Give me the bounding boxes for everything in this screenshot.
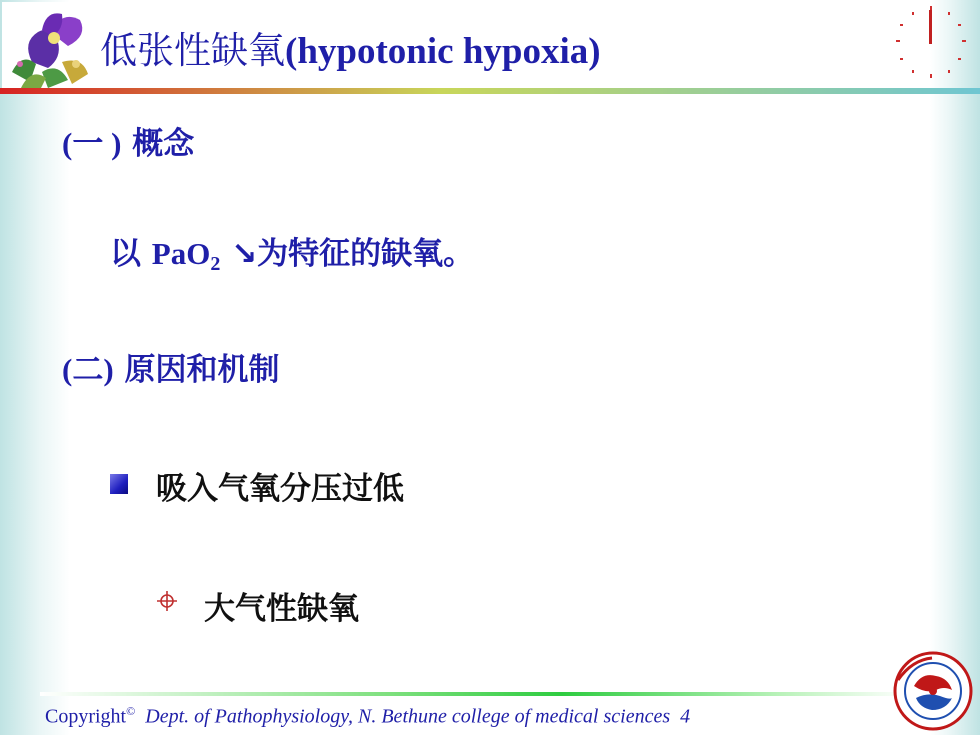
footer-text xyxy=(45,704,690,729)
flower-logo-icon xyxy=(2,2,94,90)
definition-text xyxy=(110,228,474,276)
definition-prefix: 以 xyxy=(110,236,152,272)
definition-suffix: 为特征的缺氧。 xyxy=(257,236,475,272)
section-heading-causes xyxy=(62,344,279,389)
clock-icon xyxy=(892,4,970,82)
footer-divider xyxy=(40,692,910,696)
definition-subscript: 2 xyxy=(210,253,221,275)
section2-number: (二) xyxy=(62,352,114,387)
title-cn: 低张性缺氧 xyxy=(100,29,285,72)
footer-dept: Dept. of Pathophysiology, N. Bethune college of medical sciences xyxy=(145,705,671,728)
definition-arrow: ↘ xyxy=(220,236,258,272)
section1-label: 概念 xyxy=(132,126,195,162)
square-bullet-icon xyxy=(110,474,128,494)
footer-copyright-symbol: © xyxy=(126,704,136,718)
title-en: (hypotonic hypoxia) xyxy=(285,31,601,72)
crosshair-bullet-icon xyxy=(156,590,178,612)
section-heading-concept xyxy=(62,118,194,163)
sub-bullet-text: 大气性缺氧 xyxy=(204,591,359,627)
footer-copyright: Copyright xyxy=(45,705,127,728)
page-number: 4 xyxy=(680,705,691,728)
bullet-text: 吸入气氧分压过低 xyxy=(156,471,404,507)
college-seal-icon xyxy=(892,650,974,732)
section2-label: 原因和机制 xyxy=(124,352,280,388)
definition-pao: PaO xyxy=(151,236,211,271)
slide-title xyxy=(100,20,601,74)
title-divider xyxy=(0,88,980,94)
section1-number: (一 ) xyxy=(62,126,122,161)
